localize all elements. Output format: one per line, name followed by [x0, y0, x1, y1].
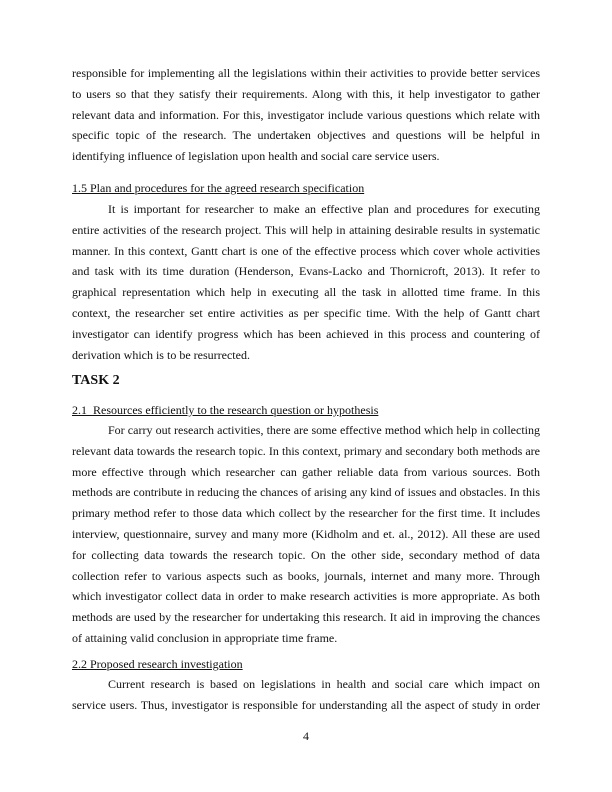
- text-line: relevant data and information. For this, investigator include various questions which relate with: [72, 107, 540, 122]
- text-line: primary method refer to those data which collect by the researcher for the first time. It includes: [72, 506, 540, 521]
- text-line: for collecting data towards the research topic. On the other side, secondary method of data: [72, 547, 540, 562]
- text-line: collection refer to various aspects such as books, journals, internet and many more. Through: [72, 568, 540, 583]
- text-line: derivation which is to be resurrected.: [72, 347, 250, 362]
- text-line: It is important for researcher to make an effective plan and procedures for executing: [108, 202, 540, 216]
- paragraph-1-5: [72, 199, 540, 365]
- text-line: specific topic of the research. The undertaken objectives and questions will be helpful in: [72, 128, 540, 143]
- text-line: responsible for implementing all the legislations within their activities to provide better services: [72, 66, 540, 80]
- text-line: manner. In this context, Gantt chart is one of the effective process which cover whole activities: [72, 243, 540, 258]
- text-line: Current research is based on legislations in health and social care which impact on: [108, 677, 540, 691]
- text-line: to users so that they satisfy their requirements. Along with this, it help investigator to gather: [72, 86, 540, 101]
- text-line: entire activities of the research project. This will help in attaining desirable results in systematic: [72, 222, 540, 237]
- paragraph-intro: [72, 63, 540, 167]
- text-line: service users. Thus, investigator is responsible for understanding all the aspect of study in order: [72, 697, 540, 712]
- paragraph-2-2: [72, 674, 540, 716]
- text-line: more effective through which researcher can gather reliable data from various sources. Both: [72, 464, 540, 479]
- text-line: investigator can identify progress which has been achieved in this process and countering of: [72, 326, 540, 341]
- heading-2-2: 2.2 Proposed research investigation: [72, 657, 243, 671]
- page-number: 4: [303, 729, 309, 743]
- text-line: methods are contribute in reducing the chances of arising any kind of issues and obstacles. In this: [72, 485, 540, 500]
- text-line: identifying influence of legislation upon health and social care service users.: [72, 149, 440, 164]
- text-line: interview, questionnaire, survey and many more (Kidholm and et. al., 2012). All these are used: [72, 526, 540, 541]
- task-heading: TASK 2: [72, 373, 120, 388]
- heading-1-5: 1.5 Plan and procedures for the agreed research specification: [72, 181, 365, 195]
- text-line: methods are used by the researcher for undertaking this research. It aid in improving the chances: [72, 610, 540, 625]
- text-line: relevant data towards the research topic. In this context, primary and secondary both methods are: [72, 443, 540, 458]
- text-line: context, the researcher set entire activities as per specific time. With the help of Gantt chart: [72, 305, 540, 320]
- heading-2-1: 2.1 Resources efficiently to the research question or hypothesis: [72, 403, 379, 417]
- text-line: graphical representation which help in executing all the task in allotted time frame. In this: [72, 285, 540, 300]
- text-line: For carry out research activities, there are some effective method which help in collecting: [108, 423, 540, 437]
- text-line: which investigator collect data in order to make research activities is more appropriate. As both: [72, 589, 540, 604]
- text-line: of attaining valid conclusion in appropriate time frame.: [72, 630, 338, 645]
- text-line: and task with its time duration (Henderson, Evans-Lacko and Thornicroft, 2013). It refer to: [72, 264, 540, 279]
- paragraph-2-1: [72, 420, 540, 649]
